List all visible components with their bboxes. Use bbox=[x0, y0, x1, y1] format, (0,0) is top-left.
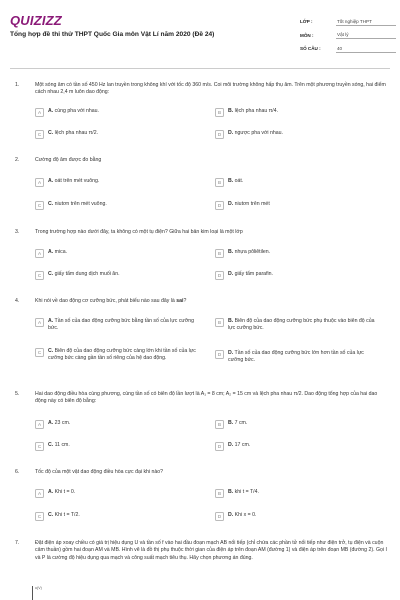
answer-option[interactable] bbox=[35, 420, 198, 429]
option-text: A. Tần số của dao động cưỡng bức bằng tần số của lực cưỡng bức. bbox=[48, 318, 195, 332]
meta-class-row bbox=[300, 15, 396, 29]
answer-option[interactable] bbox=[215, 512, 378, 521]
meta-subject-row bbox=[300, 29, 396, 43]
worksheet-meta bbox=[300, 15, 396, 56]
answer-option[interactable] bbox=[35, 442, 198, 451]
option-letter-box: B bbox=[215, 318, 224, 327]
meta-count-value: 40 bbox=[336, 45, 396, 53]
meta-class-value: Tốt nghiệp THPT bbox=[336, 18, 396, 26]
question-number: 7. bbox=[15, 540, 20, 546]
option-letter-box: A bbox=[35, 420, 44, 429]
answer-option[interactable] bbox=[215, 489, 378, 498]
option-text: D. 17 cm. bbox=[228, 442, 251, 448]
answer-option[interactable] bbox=[215, 178, 378, 187]
meta-key: LỚP : bbox=[300, 19, 313, 25]
option-letter-box: B bbox=[215, 178, 224, 187]
answer-option[interactable] bbox=[215, 442, 378, 451]
option-letter-box: D bbox=[215, 201, 224, 210]
option-text: D. Khi x = 0. bbox=[228, 512, 257, 518]
answer-option[interactable] bbox=[215, 249, 378, 258]
question-number: 3. bbox=[15, 229, 20, 235]
question-text: Tốc độ của một vật dao động điều hòa cực đại khi nào? bbox=[35, 469, 164, 475]
option-letter-box: A bbox=[35, 178, 44, 187]
option-letter-box: B bbox=[215, 249, 224, 258]
option-letter-box: A bbox=[35, 249, 44, 258]
option-letter-box: D bbox=[215, 271, 224, 280]
question-text: Đặt điện áp xoay chiều có giá trị hiệu dụng U và tần số f vào hai đầu đoạn mạch AB nối tiếp (chỉ chứa các phần tử nối tiếp như điện trở, tụ điện và cuộn cảm thuần) gồm hai đoạn AM và MB. Hình vẽ là đồ thị phụ thuộc thời gian của điện áp trên đoạn AM (đường 1) và điện áp trên đoạn MB (đường 2). Gọi I và P là cường độ hiệu dụng qua mạch và công suất mạch tiêu thụ. Hãy chọn phương án đúng. bbox=[35, 540, 387, 561]
meta-key: SỐ CÂU : bbox=[300, 46, 321, 52]
option-letter-box: A bbox=[35, 318, 44, 327]
option-letter-box: B bbox=[215, 420, 224, 429]
meta-key: MÔN : bbox=[300, 32, 314, 38]
option-text: C. 11 cm. bbox=[48, 442, 70, 448]
quizizz-logo: QUIZIZZ bbox=[10, 13, 62, 28]
option-letter-box: D bbox=[215, 130, 224, 139]
answer-option[interactable] bbox=[215, 130, 378, 139]
option-letter-box: C bbox=[35, 201, 44, 210]
option-text: D. giấy tẩm parafin. bbox=[228, 271, 273, 277]
option-text: C. niutơn trên mét vuông. bbox=[48, 201, 107, 207]
answer-option[interactable] bbox=[35, 201, 198, 210]
question-number: 6. bbox=[15, 469, 20, 475]
answer-option[interactable] bbox=[215, 350, 378, 364]
option-letter-box: D bbox=[215, 350, 224, 359]
answer-option[interactable] bbox=[35, 512, 198, 521]
option-text: C. giấy tẩm dung dịch muối ăn. bbox=[48, 271, 120, 277]
header-divider bbox=[10, 68, 390, 69]
option-text: A. cùng pha với nhau. bbox=[48, 108, 99, 114]
answer-option[interactable] bbox=[35, 271, 198, 280]
answer-option[interactable] bbox=[35, 108, 198, 117]
option-text: C. lệch pha nhau π/2. bbox=[48, 130, 99, 136]
option-letter-box: B bbox=[215, 489, 224, 498]
option-letter-box: D bbox=[215, 442, 224, 451]
question-text: Cường độ âm được đo bằng bbox=[35, 157, 102, 163]
answer-option[interactable] bbox=[35, 249, 198, 258]
answer-option[interactable] bbox=[35, 348, 198, 362]
option-text: D. ngược pha với nhau. bbox=[228, 130, 283, 136]
option-text: A. Khi t = 0. bbox=[48, 489, 76, 495]
option-letter-box: C bbox=[35, 348, 44, 357]
meta-subject-value: Vật lý bbox=[336, 31, 396, 39]
answer-option[interactable] bbox=[215, 318, 378, 332]
question-number: 2. bbox=[15, 157, 20, 163]
answer-option[interactable] bbox=[35, 178, 198, 187]
option-letter-box: C bbox=[35, 271, 44, 280]
option-text: D. niutơn trên mét bbox=[228, 201, 270, 207]
option-letter-box: A bbox=[35, 489, 44, 498]
option-letter-box: D bbox=[215, 512, 224, 521]
answer-option[interactable] bbox=[215, 108, 378, 117]
answer-option[interactable] bbox=[215, 420, 378, 429]
option-text: B. Biên độ của dao động cưỡng bức phụ thuộc vào biên độ của lực cưỡng bức. bbox=[228, 318, 375, 332]
option-text: A. mica. bbox=[48, 249, 68, 255]
answer-option[interactable] bbox=[35, 318, 198, 332]
graph-axis-label: u(V) bbox=[35, 586, 42, 590]
option-text: C. Biên độ của dao động cưỡng bức càng lớn khi tần số của lực cưỡng bức càng gần tần số riêng của hệ dao động. bbox=[48, 348, 196, 362]
answer-option[interactable] bbox=[35, 489, 198, 498]
question-text: Khi nói về dao động cơ cưỡng bức, phát biểu nào sau đây là sai? bbox=[35, 298, 187, 304]
question-text: Hai dao động điều hòa cùng phương, cùng tần số có biên độ lần lượt là A₁ = 8 cm; A₂ = 15 cm và lệch pha nhau π/2. Dao động tổng hợp của hai dao động này có biên độ bằng: bbox=[35, 391, 378, 405]
question-text: Một sóng âm có tần số 450 Hz lan truyền trong không khí với tốc độ 360 m/s. Coi môi trường không hấp thụ âm. Trên một phương truyền sóng, hai điểm cách nhau 2,4 m luôn dao động: bbox=[35, 82, 386, 96]
question-text: Trong trường hợp nào dưới đây, ta không có một tụ điện? Giữa hai bản kim loại là một lớp bbox=[35, 229, 243, 235]
worksheet-title: Tổng hợp đề thi thử THPT Quốc Gia môn Vật Lí năm 2020 (Đề 24) bbox=[10, 31, 215, 38]
option-text: B. nhựa pôliêtilen. bbox=[228, 249, 271, 255]
option-letter-box: B bbox=[215, 108, 224, 117]
voltage-graph-figure bbox=[32, 586, 62, 600]
option-letter-box: C bbox=[35, 130, 44, 139]
option-text: C. Khi t = T/2. bbox=[48, 512, 80, 518]
meta-count-row bbox=[300, 42, 396, 56]
option-letter-box: C bbox=[35, 442, 44, 451]
answer-option[interactable] bbox=[215, 201, 378, 210]
option-text: D. Tần số của dao động cưỡng bức lớn hơn tần số của lực cưỡng bức. bbox=[228, 350, 364, 364]
question-number: 5. bbox=[15, 391, 20, 397]
worksheet-header bbox=[0, 0, 400, 66]
answer-option[interactable] bbox=[35, 130, 198, 139]
option-letter-box: C bbox=[35, 512, 44, 521]
option-text: B. lệch pha nhau π/4. bbox=[228, 108, 279, 114]
option-letter-box: A bbox=[35, 108, 44, 117]
option-text: A. oát trên mét vuông. bbox=[48, 178, 100, 184]
option-text: B. oát. bbox=[228, 178, 244, 184]
question-number: 4. bbox=[15, 298, 20, 304]
option-text: B. 7 cm. bbox=[228, 420, 248, 426]
option-text: A. 23 cm. bbox=[48, 420, 71, 426]
question-number: 1. bbox=[15, 82, 20, 88]
answer-option[interactable] bbox=[215, 271, 378, 280]
option-text: B. khi t = T/4. bbox=[228, 489, 259, 495]
